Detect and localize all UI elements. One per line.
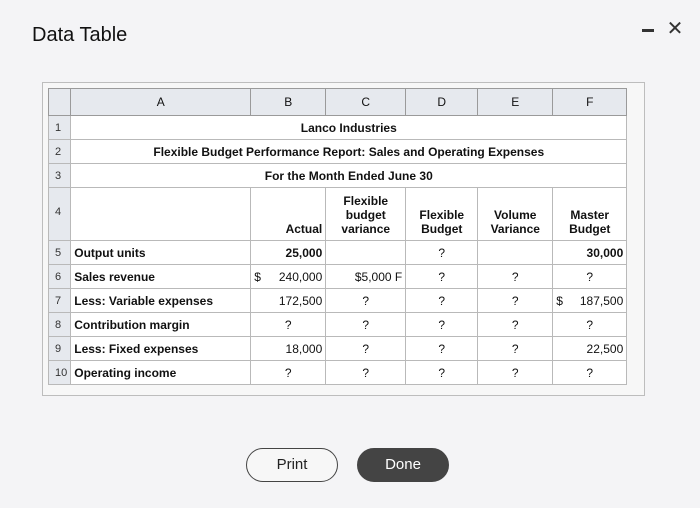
company-name: Lanco Industries: [71, 116, 627, 140]
cell-d5[interactable]: ?: [406, 241, 478, 265]
table-row: [49, 140, 627, 164]
cell-value: 240,000: [278, 269, 323, 284]
report-period: For the Month Ended June 30: [71, 164, 627, 188]
cell-b9: 18,000: [251, 337, 326, 361]
cell-d6[interactable]: ?: [406, 265, 478, 289]
column-header-d: D: [406, 89, 478, 116]
cell-value: 187,500: [579, 293, 624, 308]
cell-d9[interactable]: ?: [406, 337, 478, 361]
currency-symbol: $: [254, 269, 261, 284]
cell-c10[interactable]: ?: [326, 361, 406, 385]
row-label: Less: Fixed expenses: [71, 337, 251, 361]
cell-f8[interactable]: ?: [553, 313, 627, 337]
row-number: 9: [49, 337, 71, 361]
cell-f6[interactable]: ?: [553, 265, 627, 289]
row-number: 8: [49, 313, 71, 337]
table-row: [49, 265, 627, 289]
column-header-c: C: [326, 89, 406, 116]
cell-c6: $5,000 F: [326, 265, 406, 289]
cell-c9[interactable]: ?: [326, 337, 406, 361]
header-volume-variance: Volume Variance: [478, 188, 553, 241]
cell-c5: [326, 241, 406, 265]
column-header-b: B: [251, 89, 326, 116]
header-actual: Actual: [251, 188, 326, 241]
table-row: [49, 289, 627, 313]
column-header-e: E: [478, 89, 553, 116]
minimize-icon[interactable]: [637, 18, 659, 40]
header-flexible-budget-variance: Flexible budget variance: [326, 188, 406, 241]
header-master-budget: Master Budget: [553, 188, 627, 241]
corner-cell: [49, 89, 71, 116]
cell-e9[interactable]: ?: [478, 337, 553, 361]
table-row: [49, 337, 627, 361]
done-button[interactable]: Done: [357, 448, 449, 482]
table-row: [49, 241, 627, 265]
row-label: Less: Variable expenses: [71, 289, 251, 313]
column-header-a: A: [71, 89, 251, 116]
cell-e8[interactable]: ?: [478, 313, 553, 337]
cell-f9: 22,500: [553, 337, 627, 361]
cell-b5: 25,000: [251, 241, 326, 265]
cell-f5: 30,000: [553, 241, 627, 265]
column-header-row: [49, 89, 627, 116]
close-icon[interactable]: ✕: [666, 18, 684, 40]
column-header-f: F: [553, 89, 627, 116]
cell-c7[interactable]: ?: [326, 289, 406, 313]
cell-b8[interactable]: ?: [251, 313, 326, 337]
row-label: Operating income: [71, 361, 251, 385]
cell-e7[interactable]: ?: [478, 289, 553, 313]
cell-d10[interactable]: ?: [406, 361, 478, 385]
cell-f7: [553, 289, 627, 313]
table-row: [49, 188, 627, 241]
row-label: Contribution margin: [71, 313, 251, 337]
currency-symbol: $: [556, 293, 563, 308]
row-number: 6: [49, 265, 71, 289]
cell-b7: 172,500: [251, 289, 326, 313]
report-title: Flexible Budget Performance Report: Sales and Operating Expenses: [71, 140, 627, 164]
header-flexible-budget: Flexible Budget: [406, 188, 478, 241]
table-row: [49, 164, 627, 188]
table-row: [49, 116, 627, 140]
data-table: [48, 88, 627, 385]
cell-b10[interactable]: ?: [251, 361, 326, 385]
dialog-title: Data Table: [32, 24, 128, 46]
cell-d7[interactable]: ?: [406, 289, 478, 313]
table-row: [49, 313, 627, 337]
cell-c8[interactable]: ?: [326, 313, 406, 337]
cell-b6: [251, 265, 326, 289]
cell-d8[interactable]: ?: [406, 313, 478, 337]
row-number: 2: [49, 140, 71, 164]
cell-e10[interactable]: ?: [478, 361, 553, 385]
row-number: 7: [49, 289, 71, 313]
cell-f10[interactable]: ?: [553, 361, 627, 385]
row-number: 1: [49, 116, 71, 140]
cell-a4: [71, 188, 251, 241]
row-number: 10: [49, 361, 71, 385]
row-number: 3: [49, 164, 71, 188]
row-number: 5: [49, 241, 71, 265]
cell-e6[interactable]: ?: [478, 265, 553, 289]
row-label: Output units: [71, 241, 251, 265]
table-row: [49, 361, 627, 385]
cell-e5: [478, 241, 553, 265]
row-label: Sales revenue: [71, 265, 251, 289]
row-number: 4: [49, 188, 71, 241]
print-button[interactable]: Print: [246, 448, 338, 482]
